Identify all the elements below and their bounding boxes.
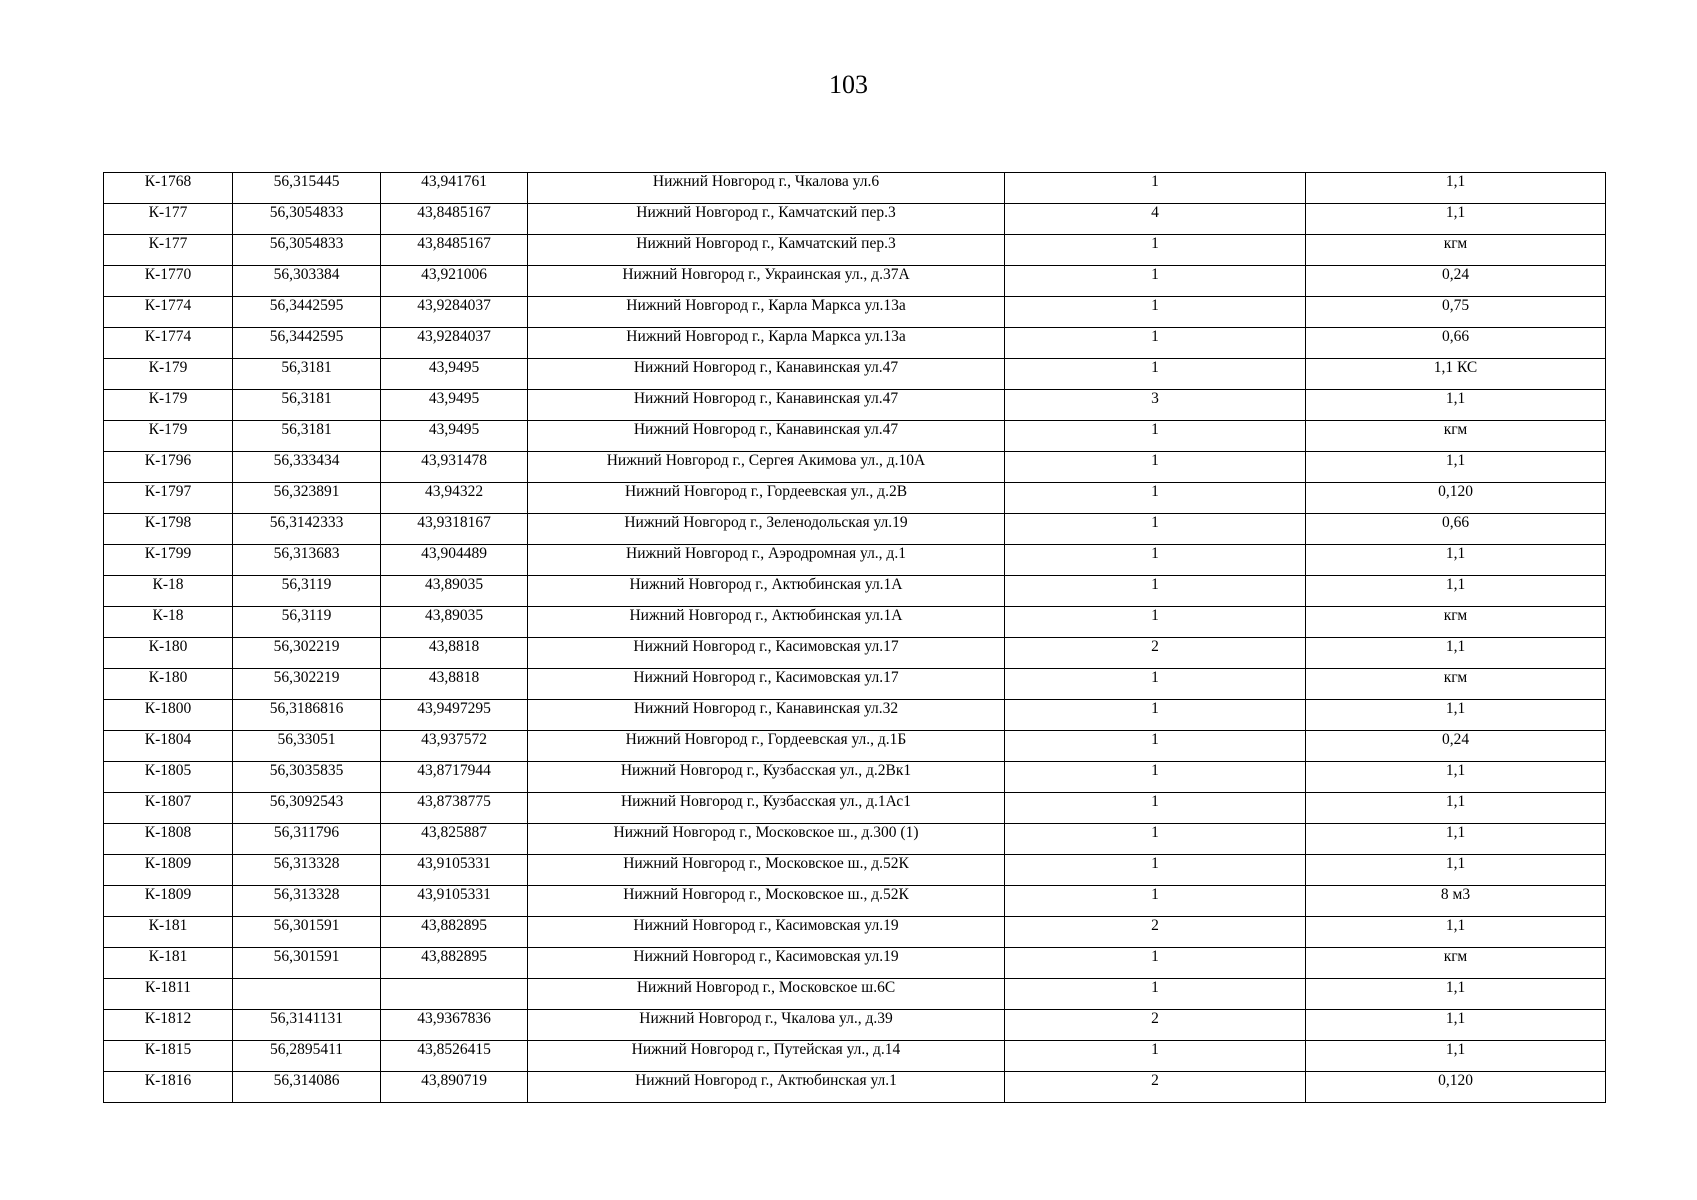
container-count-cell: 1 <box>1005 762 1306 793</box>
table-row <box>104 173 1606 204</box>
latitude-cell: 56,2895411 <box>233 1041 381 1072</box>
container-volume-cell: 1,1 <box>1306 576 1606 607</box>
latitude-cell: 56,33051 <box>233 731 381 762</box>
address-cell: Нижний Новгород г., Чкалова ул.6 <box>528 173 1005 204</box>
container-volume-cell: 0,75 <box>1306 297 1606 328</box>
latitude-cell: 56,333434 <box>233 452 381 483</box>
address-cell: Нижний Новгород г., Касимовская ул.19 <box>528 948 1005 979</box>
longitude-cell: 43,9367836 <box>381 1010 528 1041</box>
address-cell: Нижний Новгород г., Канавинская ул.47 <box>528 359 1005 390</box>
table-row <box>104 793 1606 824</box>
longitude-cell: 43,825887 <box>381 824 528 855</box>
address-cell: Нижний Новгород г., Гордеевская ул., д.2В <box>528 483 1005 514</box>
table-row <box>104 204 1606 235</box>
container-site-table <box>103 172 1606 1103</box>
longitude-cell: 43,9495 <box>381 421 528 452</box>
container-count-cell: 1 <box>1005 855 1306 886</box>
container-volume-cell: 0,24 <box>1306 731 1606 762</box>
latitude-cell: 56,3181 <box>233 421 381 452</box>
site-id-cell: К-1809 <box>104 855 233 886</box>
site-id-cell: К-179 <box>104 359 233 390</box>
container-count-cell: 1 <box>1005 576 1306 607</box>
latitude-cell: 56,3119 <box>233 607 381 638</box>
container-count-cell: 1 <box>1005 1041 1306 1072</box>
site-id-cell: К-179 <box>104 390 233 421</box>
site-id-cell: К-180 <box>104 669 233 700</box>
longitude-cell: 43,882895 <box>381 917 528 948</box>
address-cell: Нижний Новгород г., Чкалова ул., д.39 <box>528 1010 1005 1041</box>
address-cell: Нижний Новгород г., Аэродромная ул., д.1 <box>528 545 1005 576</box>
container-volume-cell: 1,1 <box>1306 917 1606 948</box>
site-id-cell: К-1815 <box>104 1041 233 1072</box>
longitude-cell: 43,8485167 <box>381 235 528 266</box>
longitude-cell: 43,941761 <box>381 173 528 204</box>
site-id-cell: К-1796 <box>104 452 233 483</box>
container-count-cell: 2 <box>1005 638 1306 669</box>
address-cell: Нижний Новгород г., Актюбинская ул.1 <box>528 1072 1005 1103</box>
container-volume-cell: кгм <box>1306 235 1606 266</box>
table-row <box>104 1010 1606 1041</box>
latitude-cell <box>233 979 381 1010</box>
latitude-cell: 56,302219 <box>233 669 381 700</box>
site-id-cell: К-18 <box>104 607 233 638</box>
address-cell: Нижний Новгород г., Кузбасская ул., д.2Вк1 <box>528 762 1005 793</box>
longitude-cell: 43,94322 <box>381 483 528 514</box>
address-cell: Нижний Новгород г., Канавинская ул.47 <box>528 390 1005 421</box>
container-volume-cell: 1,1 КС <box>1306 359 1606 390</box>
container-volume-cell: кгм <box>1306 948 1606 979</box>
table-row <box>104 638 1606 669</box>
table-row <box>104 297 1606 328</box>
container-count-cell: 1 <box>1005 607 1306 638</box>
latitude-cell: 56,3141131 <box>233 1010 381 1041</box>
container-volume-cell: 1,1 <box>1306 1041 1606 1072</box>
address-cell: Нижний Новгород г., Канавинская ул.47 <box>528 421 1005 452</box>
table-row <box>104 328 1606 359</box>
latitude-cell: 56,314086 <box>233 1072 381 1103</box>
container-count-cell: 1 <box>1005 359 1306 390</box>
container-volume-cell: 1,1 <box>1306 545 1606 576</box>
container-count-cell: 1 <box>1005 514 1306 545</box>
longitude-cell: 43,9284037 <box>381 328 528 359</box>
address-cell: Нижний Новгород г., Московское ш., д.52К <box>528 886 1005 917</box>
latitude-cell: 56,3181 <box>233 390 381 421</box>
address-cell: Нижний Новгород г., Украинская ул., д.37А <box>528 266 1005 297</box>
address-cell: Нижний Новгород г., Московское ш., д.52К <box>528 855 1005 886</box>
latitude-cell: 56,3054833 <box>233 235 381 266</box>
site-id-cell: К-1804 <box>104 731 233 762</box>
table-body <box>104 173 1606 1103</box>
site-id-cell: К-1800 <box>104 700 233 731</box>
latitude-cell: 56,313328 <box>233 886 381 917</box>
container-count-cell: 1 <box>1005 235 1306 266</box>
container-volume-cell: кгм <box>1306 421 1606 452</box>
latitude-cell: 56,323891 <box>233 483 381 514</box>
site-id-cell: К-1798 <box>104 514 233 545</box>
container-count-cell: 1 <box>1005 452 1306 483</box>
longitude-cell: 43,8717944 <box>381 762 528 793</box>
site-id-cell: К-1812 <box>104 1010 233 1041</box>
site-id-cell: К-177 <box>104 204 233 235</box>
latitude-cell: 56,311796 <box>233 824 381 855</box>
container-volume-cell: кгм <box>1306 669 1606 700</box>
longitude-cell: 43,89035 <box>381 607 528 638</box>
table-row <box>104 917 1606 948</box>
longitude-cell: 43,9497295 <box>381 700 528 731</box>
longitude-cell <box>381 979 528 1010</box>
site-id-cell: К-180 <box>104 638 233 669</box>
table-row <box>104 948 1606 979</box>
latitude-cell: 56,313328 <box>233 855 381 886</box>
latitude-cell: 56,3442595 <box>233 328 381 359</box>
table-row <box>104 979 1606 1010</box>
container-volume-cell: 1,1 <box>1306 979 1606 1010</box>
container-volume-cell: 1,1 <box>1306 173 1606 204</box>
latitude-cell: 56,3186816 <box>233 700 381 731</box>
site-id-cell: К-1809 <box>104 886 233 917</box>
container-volume-cell: 0,66 <box>1306 514 1606 545</box>
longitude-cell: 43,931478 <box>381 452 528 483</box>
site-id-cell: К-1774 <box>104 328 233 359</box>
longitude-cell: 43,9495 <box>381 359 528 390</box>
container-count-cell: 1 <box>1005 886 1306 917</box>
longitude-cell: 43,8738775 <box>381 793 528 824</box>
site-id-cell: К-179 <box>104 421 233 452</box>
container-volume-cell: 1,1 <box>1306 855 1606 886</box>
latitude-cell: 56,303384 <box>233 266 381 297</box>
container-volume-cell: 1,1 <box>1306 824 1606 855</box>
address-cell: Нижний Новгород г., Гордеевская ул., д.1Б <box>528 731 1005 762</box>
longitude-cell: 43,8526415 <box>381 1041 528 1072</box>
site-id-cell: К-181 <box>104 948 233 979</box>
table-row <box>104 1072 1606 1103</box>
address-cell: Нижний Новгород г., Актюбинская ул.1А <box>528 576 1005 607</box>
table-row <box>104 421 1606 452</box>
container-count-cell: 1 <box>1005 297 1306 328</box>
site-id-cell: К-1816 <box>104 1072 233 1103</box>
table-row <box>104 390 1606 421</box>
latitude-cell: 56,3035835 <box>233 762 381 793</box>
table-row <box>104 452 1606 483</box>
longitude-cell: 43,937572 <box>381 731 528 762</box>
address-cell: Нижний Новгород г., Карла Маркса ул.13а <box>528 297 1005 328</box>
longitude-cell: 43,8485167 <box>381 204 528 235</box>
site-id-cell: К-18 <box>104 576 233 607</box>
address-cell: Нижний Новгород г., Актюбинская ул.1А <box>528 607 1005 638</box>
site-id-cell: К-1797 <box>104 483 233 514</box>
container-count-cell: 1 <box>1005 948 1306 979</box>
container-count-cell: 3 <box>1005 390 1306 421</box>
container-count-cell: 1 <box>1005 669 1306 700</box>
longitude-cell: 43,8818 <box>381 638 528 669</box>
address-cell: Нижний Новгород г., Путейская ул., д.14 <box>528 1041 1005 1072</box>
container-volume-cell: 1,1 <box>1306 1010 1606 1041</box>
container-count-cell: 1 <box>1005 793 1306 824</box>
container-volume-cell: 1,1 <box>1306 793 1606 824</box>
address-cell: Нижний Новгород г., Сергея Акимова ул., д.10А <box>528 452 1005 483</box>
address-cell: Нижний Новгород г., Касимовская ул.19 <box>528 917 1005 948</box>
container-volume-cell: 1,1 <box>1306 204 1606 235</box>
page-number: 103 <box>829 70 868 99</box>
address-cell: Нижний Новгород г., Карла Маркса ул.13а <box>528 328 1005 359</box>
longitude-cell: 43,9495 <box>381 390 528 421</box>
address-cell: Нижний Новгород г., Кузбасская ул., д.1Ас1 <box>528 793 1005 824</box>
container-count-cell: 1 <box>1005 545 1306 576</box>
latitude-cell: 56,3181 <box>233 359 381 390</box>
latitude-cell: 56,315445 <box>233 173 381 204</box>
longitude-cell: 43,9105331 <box>381 855 528 886</box>
address-cell: Нижний Новгород г., Московское ш., д.300 (1) <box>528 824 1005 855</box>
container-count-cell: 4 <box>1005 204 1306 235</box>
site-id-cell: К-1768 <box>104 173 233 204</box>
address-cell: Нижний Новгород г., Московское ш.6С <box>528 979 1005 1010</box>
container-count-cell: 1 <box>1005 173 1306 204</box>
address-cell: Нижний Новгород г., Канавинская ул.32 <box>528 700 1005 731</box>
table-row <box>104 855 1606 886</box>
container-count-cell: 1 <box>1005 979 1306 1010</box>
latitude-cell: 56,302219 <box>233 638 381 669</box>
container-volume-cell: 1,1 <box>1306 638 1606 669</box>
container-count-cell: 1 <box>1005 700 1306 731</box>
longitude-cell: 43,89035 <box>381 576 528 607</box>
latitude-cell: 56,3092543 <box>233 793 381 824</box>
site-id-cell: К-1799 <box>104 545 233 576</box>
table-row <box>104 1041 1606 1072</box>
table-row <box>104 762 1606 793</box>
table-row <box>104 607 1606 638</box>
container-count-cell: 1 <box>1005 421 1306 452</box>
address-cell: Нижний Новгород г., Камчатский пер.3 <box>528 235 1005 266</box>
latitude-cell: 56,313683 <box>233 545 381 576</box>
latitude-cell: 56,3442595 <box>233 297 381 328</box>
table-row <box>104 824 1606 855</box>
longitude-cell: 43,921006 <box>381 266 528 297</box>
site-id-cell: К-181 <box>104 917 233 948</box>
latitude-cell: 56,3054833 <box>233 204 381 235</box>
longitude-cell: 43,882895 <box>381 948 528 979</box>
table-row <box>104 545 1606 576</box>
longitude-cell: 43,9318167 <box>381 514 528 545</box>
table-row <box>104 359 1606 390</box>
table-row <box>104 700 1606 731</box>
latitude-cell: 56,3119 <box>233 576 381 607</box>
address-cell: Нижний Новгород г., Касимовская ул.17 <box>528 669 1005 700</box>
table-row <box>104 669 1606 700</box>
site-id-cell: К-1805 <box>104 762 233 793</box>
table-row <box>104 266 1606 297</box>
container-volume-cell: 1,1 <box>1306 452 1606 483</box>
table-row <box>104 235 1606 266</box>
container-count-cell: 2 <box>1005 1072 1306 1103</box>
container-volume-cell: кгм <box>1306 607 1606 638</box>
container-count-cell: 1 <box>1005 266 1306 297</box>
latitude-cell: 56,301591 <box>233 948 381 979</box>
longitude-cell: 43,9284037 <box>381 297 528 328</box>
container-count-cell: 1 <box>1005 328 1306 359</box>
container-count-cell: 2 <box>1005 917 1306 948</box>
container-volume-cell: 1,1 <box>1306 762 1606 793</box>
site-id-cell: К-1808 <box>104 824 233 855</box>
container-volume-cell: 8 м3 <box>1306 886 1606 917</box>
longitude-cell: 43,904489 <box>381 545 528 576</box>
longitude-cell: 43,890719 <box>381 1072 528 1103</box>
address-cell: Нижний Новгород г., Камчатский пер.3 <box>528 204 1005 235</box>
site-id-cell: К-1770 <box>104 266 233 297</box>
latitude-cell: 56,3142333 <box>233 514 381 545</box>
container-count-cell: 1 <box>1005 824 1306 855</box>
container-volume-cell: 0,120 <box>1306 483 1606 514</box>
site-id-cell: К-1774 <box>104 297 233 328</box>
table-row <box>104 576 1606 607</box>
longitude-cell: 43,9105331 <box>381 886 528 917</box>
container-count-cell: 1 <box>1005 483 1306 514</box>
container-count-cell: 2 <box>1005 1010 1306 1041</box>
container-volume-cell: 0,66 <box>1306 328 1606 359</box>
site-id-cell: К-1811 <box>104 979 233 1010</box>
container-volume-cell: 1,1 <box>1306 700 1606 731</box>
table-row <box>104 514 1606 545</box>
container-volume-cell: 0,120 <box>1306 1072 1606 1103</box>
site-id-cell: К-177 <box>104 235 233 266</box>
latitude-cell: 56,301591 <box>233 917 381 948</box>
container-volume-cell: 0,24 <box>1306 266 1606 297</box>
address-cell: Нижний Новгород г., Зеленодольская ул.19 <box>528 514 1005 545</box>
site-id-cell: К-1807 <box>104 793 233 824</box>
table-row <box>104 886 1606 917</box>
table-row <box>104 483 1606 514</box>
container-count-cell: 1 <box>1005 731 1306 762</box>
address-cell: Нижний Новгород г., Касимовская ул.17 <box>528 638 1005 669</box>
container-volume-cell: 1,1 <box>1306 390 1606 421</box>
table-row <box>104 731 1606 762</box>
longitude-cell: 43,8818 <box>381 669 528 700</box>
